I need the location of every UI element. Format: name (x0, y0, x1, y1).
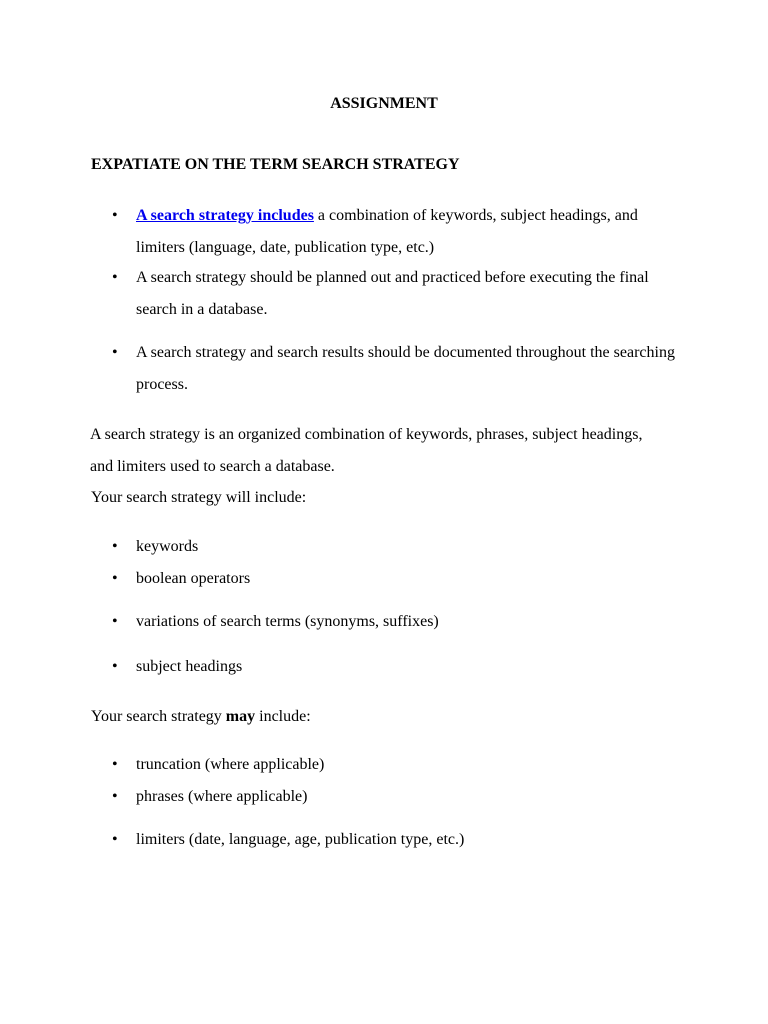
may-include-item-text: truncation (where applicable) (136, 756, 325, 773)
intro-bullet-1 (0, 200, 768, 264)
may-include-item (0, 781, 768, 813)
bullet-dot-icon: • (112, 344, 118, 361)
will-include-item (0, 531, 768, 563)
may-include-label (91, 706, 311, 728)
may-include-item-text: limiters (date, language, age, publication type, etc.) (136, 831, 465, 848)
search-strategy-link[interactable]: A search strategy includes (136, 207, 314, 224)
bullet-dot-icon: • (112, 207, 118, 224)
may-include-prefix: Your search strategy (91, 708, 226, 725)
will-include-item (0, 606, 768, 638)
intro-bullet-2-text: A search strategy should be planned out and practiced before executing the final search in a database. (136, 269, 649, 318)
document-title: ASSIGNMENT (330, 95, 438, 112)
will-include-item-text: variations of search terms (synonyms, suffixes) (136, 613, 439, 630)
may-include-emphasis: may (225, 708, 256, 725)
intro-bullet-1-text: a combination of keywords, subject headings, and limiters (language, date, publication type, etc.) (136, 207, 638, 256)
will-include-item-text: subject headings (136, 658, 243, 675)
intro-bullet-text (136, 200, 676, 264)
may-include-suffix: include: (255, 708, 311, 725)
may-include-item-text: phrases (where applicable) (136, 788, 308, 805)
bullet-dot-icon: • (112, 831, 118, 848)
definition-paragraph: A search strategy is an organized combination of keywords, phrases, subject headings, and limiters used to search a database. (90, 426, 643, 475)
may-include-item (0, 749, 768, 781)
will-include-item (0, 651, 768, 683)
intro-bullet-3 (0, 337, 768, 401)
section-heading: EXPATIATE ON THE TERM SEARCH STRATEGY (91, 156, 460, 173)
intro-bullet-3-text: A search strategy and search results should be documented throughout the searching process. (136, 344, 675, 393)
bullet-dot-icon: • (112, 570, 118, 587)
bullet-dot-icon: • (112, 756, 118, 773)
bullet-dot-icon: • (112, 658, 118, 675)
intro-bullet-2 (0, 262, 768, 326)
bullet-dot-icon: • (112, 538, 118, 555)
may-include-item (0, 824, 768, 856)
bullet-dot-icon: • (112, 613, 118, 630)
bullet-dot-icon: • (112, 269, 118, 286)
will-include-label: Your search strategy will include: (91, 489, 307, 506)
bullet-dot-icon: • (112, 788, 118, 805)
will-include-item-text: keywords (136, 538, 199, 555)
will-include-item-text: boolean operators (136, 570, 251, 587)
will-include-item (0, 563, 768, 595)
